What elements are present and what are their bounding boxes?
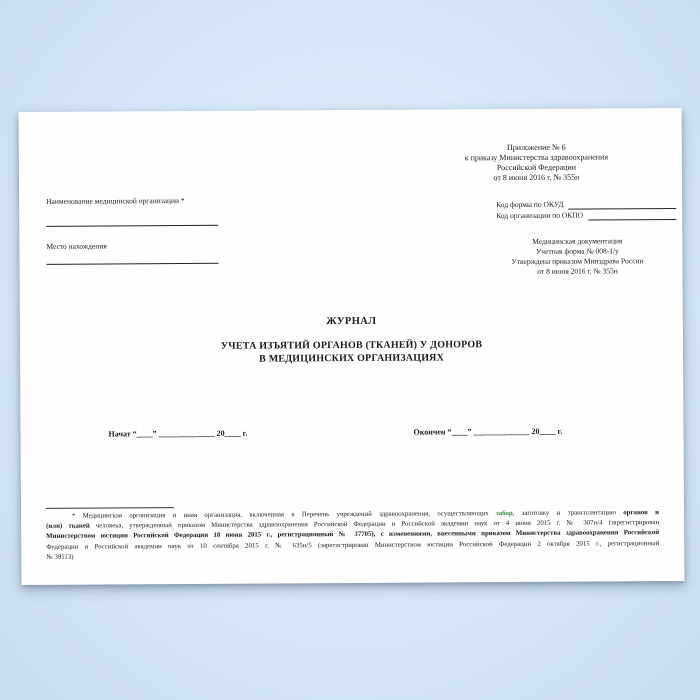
finished-date-field: Окончен “____” ______________ 20____ г. — [413, 426, 563, 437]
appendix-line: к приказу Министерства здравоохранения — [464, 152, 609, 163]
appendix-line: от 8 июня 2016 г. № 355н — [493, 172, 580, 183]
org-location-label: Место нахождения — [46, 241, 107, 251]
org-name-blank-line — [46, 225, 218, 227]
footnote-bold-text: Министерством юстиции Российской Федерации 18 июня 2015 г., регистрационный № 37705), с изменениями, внесенными приказом Министерства здравоохранения Российской — [46, 529, 660, 541]
okud-blank-line — [568, 199, 676, 210]
doc-info-line: Медицинская документация — [532, 236, 623, 246]
okpo-row — [496, 209, 676, 221]
journal-subtitle-line2: В МЕДИЦИНСКИХ ОРГАНИЗАЦИЯХ — [259, 351, 445, 365]
footnote-text: Федерации и Российской академии наук от 10 сентября 2015 г. № 635н/5 (зарегистрирован Министерством юстиции Российской Федерации 2 октября 2015 г., регистрационный — [46, 539, 660, 551]
footnote-text: * Медицинская организация и иная организация, включенная в Перечень учреждений здравоохранения, осуществляющих — [72, 510, 497, 520]
footnote — [46, 508, 659, 563]
started-date-field: Начат “____” ______________ 20____ г. — [108, 428, 248, 439]
footnote-text: № 39113) — [46, 553, 74, 561]
doc-info-line: Утверждена приказом Минздрава России — [511, 256, 644, 267]
appendix-line: Российской Федерации — [496, 162, 577, 173]
org-name-label: Наименование медицинской организации * — [46, 196, 185, 206]
org-location-blank-line — [46, 263, 218, 265]
appendix-block — [404, 142, 669, 184]
codes-block — [496, 198, 676, 221]
footnote-highlighted-link[interactable]: забор — [495, 510, 513, 518]
journal-subtitle — [20, 338, 683, 367]
journal-title: ЖУРНАЛ — [326, 315, 377, 328]
doc-info-line: от 8 июня 2016 г. № 355н — [537, 266, 618, 276]
okud-row — [496, 198, 676, 210]
footnote-text: человека, утвержденный приказом Министерства здравоохранения Российской Федерации и Российской академии наук от 4 июня 2015 г. № 307н/4 (зарегистрирован — [89, 519, 660, 530]
medical-doc-info-block — [477, 236, 677, 277]
okud-label: Код формы по ОКУД — [496, 199, 564, 210]
document-page — [19, 108, 685, 585]
footnote-separator-rule — [46, 507, 174, 509]
okpo-label: Код организации по ОКПО — [496, 210, 584, 221]
footnote-bold-text: (или) тканей — [46, 522, 90, 531]
footnote-text: , заготовку и трансплантацию — [512, 509, 624, 518]
footnote-bold-text: органов и — [623, 509, 660, 517]
doc-info-line: Учетная форма № 008-1/у — [535, 246, 619, 256]
okpo-blank-line — [588, 210, 676, 221]
journal-subtitle-line1: УЧЕТА ИЗЪЯТИЙ ОРГАНОВ (ТКАНЕЙ) У ДОНОРОВ — [220, 339, 483, 352]
appendix-line: Приложение № 6 — [506, 142, 566, 153]
